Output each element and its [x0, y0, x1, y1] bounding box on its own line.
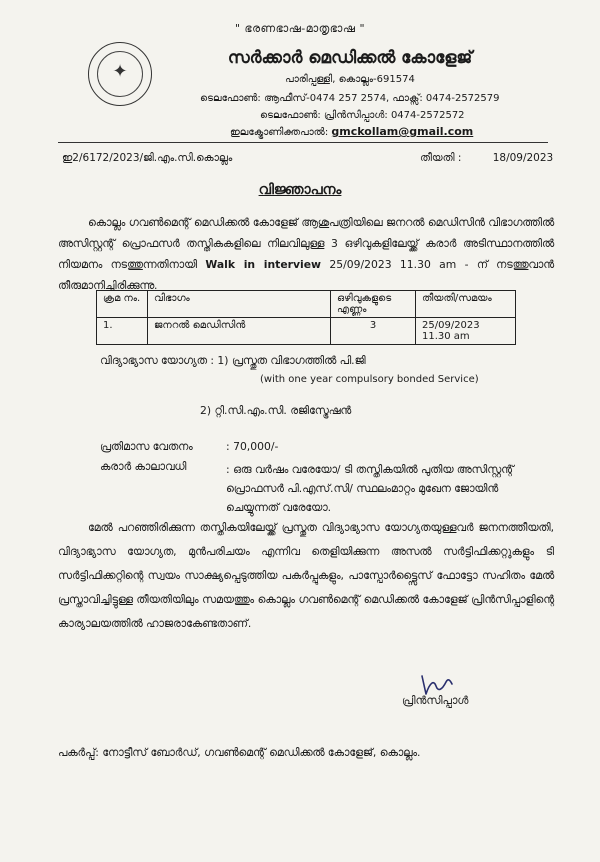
- document-date: [420, 152, 553, 165]
- notice-paragraph: [58, 212, 554, 296]
- col-header-vacancies: ഒഴിവുകളുടെ എണ്ണം: [331, 291, 416, 318]
- notice-heading: വിജ്ഞാപനം: [258, 182, 342, 198]
- vacancy-table: [96, 290, 516, 345]
- institution-name: സർക്കാർ മെഡിക്കൽ കോളേജ്: [227, 48, 473, 68]
- qualification-note: (with one year compulsory bonded Service): [260, 374, 479, 385]
- cell-datetime: 25/09/2023 11.30 am: [416, 318, 516, 345]
- college-seal-icon: ✦: [88, 42, 152, 106]
- walkin-label: Walk in interview: [205, 258, 322, 271]
- salary-value: : 70,000/-: [226, 440, 279, 453]
- reference-number: ഇ2/6172/2023/ജി.എം.സി.കൊല്ലം: [62, 152, 233, 164]
- cell-vacancies: 3: [331, 318, 416, 345]
- date-value: 18/09/2023: [492, 152, 554, 164]
- header-divider: [58, 142, 548, 143]
- signatory-title: പ്രിൻസിപ്പാൾ: [402, 694, 469, 707]
- table-row: [97, 318, 516, 345]
- qualification-line: വിദ്യാഭ്യാസ യോഗ്യത : 1) പ്രസ്തുത വിഭാഗത്തിൽ പി.ജി: [100, 354, 366, 367]
- email-address: gmckollam@gmail.com: [331, 125, 474, 138]
- col-header-department: വിഭാഗം: [148, 291, 331, 318]
- cell-department: ജനറൽ മെഡിസിൻ: [148, 318, 331, 345]
- copy-to-line: പകർപ്പ്: നോട്ടീസ് ബോർഡ്, ഗവൺമെന്റ് മെഡിക്കൽ കോളേജ്, കൊല്ലം.: [58, 746, 421, 759]
- col-header-serial: ക്രമ നം.: [97, 291, 148, 318]
- cell-serial: 1.: [97, 318, 148, 345]
- salary-label: പ്രതിമാസ വേതനം: [100, 440, 193, 453]
- email-label: ഇലക്ട്രോണിക്തപാൽ:: [230, 127, 329, 138]
- institution-address: പാരിപ്പള്ളി, കൊല്ലം-691574: [285, 74, 415, 85]
- qualification-item-2: 2) റ്റി.സി.എം.സി. രജിസ്ട്രേഷൻ: [200, 404, 352, 417]
- contract-period-value: : ഒരു വർഷം വരേയോ/ ടി തസ്തികയിൽ പുതിയ അസിസ്റ്റന്റ് പ്രൊഫസർ പി.എസ്.സി/ സ്ഥലംമാറ്റം മുഖേന ജോയിൻ ചെയ്യുന്നത് വരേയോ.: [226, 463, 514, 514]
- para1-tail: 25/09/2023 11.30 am - ന് നടത്തുവാൻ തീരുമാനിച്ചിരിക്കുന്നു.: [58, 258, 555, 292]
- principal-phone: ടെലഫോൺ: പ്രിൻസിപ്പാൾ: 0474-2572572: [260, 110, 465, 121]
- table-header-row: [97, 291, 516, 318]
- contract-period-label: കരാർ കാലാവധി: [100, 460, 187, 473]
- para1-text: കൊല്ലം ഗവൺമെന്റ് മെഡിക്കൽ കോളേജ് ആശുപത്രിയിലെ ജനറൽ മെഡിസിൻ വിഭാഗത്തിൽ അസിസ്റ്റന്റ് പ്രൊഫസർ തസ്തികകളിലെ നിലവിലുള്ള 3 ഒഴിവുകളിലേയ്ക്ക് കരാർ അടിസ്ഥാനത്തിൽ നിയമനം നടത്തുന്നതിനായി: [58, 216, 554, 271]
- email-line: [230, 125, 473, 138]
- date-label: തീയതി :: [420, 152, 462, 164]
- motto: " ഭരണഭാഷ-മാതൃഭാഷ ": [234, 22, 366, 35]
- instructions-paragraph: മേൽ പറഞ്ഞിരിക്കുന്ന തസ്തികയിലേയ്ക്ക് പ്രസ്തുത വിദ്യാഭ്യാസ യോഗ്യതയുള്ളവർ ജനനത്തീയതി, വിദ്യാഭ്യാസ യോഗ്യത, മുൻപരിചയം എന്നിവ തെളിയിക്കുന്ന അസൽ സർട്ടിഫിക്കറ്റുകളും ടി സർട്ടിഫിക്കറ്റിന്റെ സ്വയം സാക്ഷ്യപ്പെടുത്തിയ പകർപ്പുകളും, പാസ്പോർട്ട്സൈസ് ഫോട്ടോ സഹിതം മേൽ പ്രസ്താവിച്ചിട്ടുള്ള തീയതിയിലും സമയത്തും കൊല്ലം ഗവൺമെന്റ് മെഡിക്കൽ കോളേജ് പ്രിൻസിപ്പാളിന്റെ കാര്യാലയത്തിൽ ഹാജരാകേണ്ടതാണ്.: [58, 521, 554, 630]
- office-phones: ടെലഫോൺ: ആഫീസ്-0474 257 2574, ഫാക്സ്: 0474-2572579: [200, 93, 500, 104]
- col-header-datetime: തീയതി/സമയം: [416, 291, 516, 318]
